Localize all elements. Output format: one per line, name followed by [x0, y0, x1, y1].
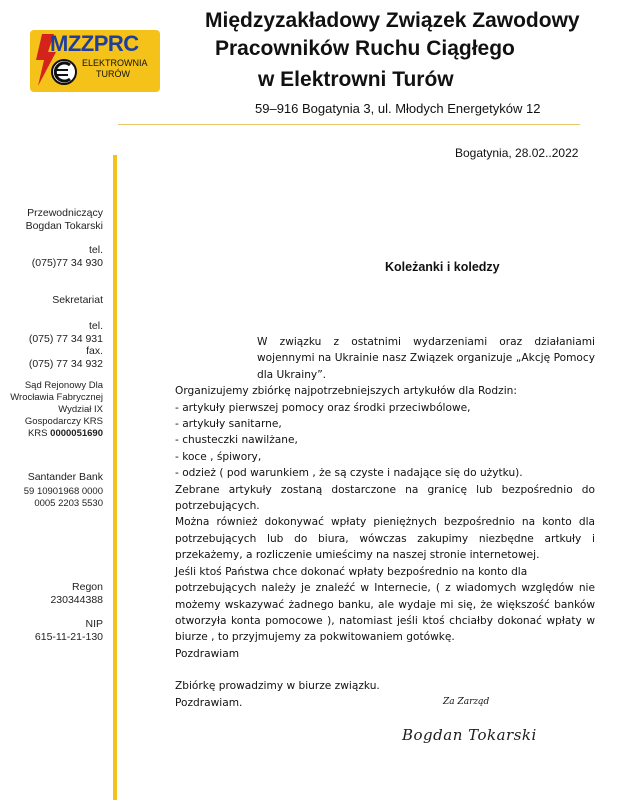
- list-item: - artykuły pierwszej pomocy oraz środki przeciwbólowe,: [175, 401, 471, 414]
- court-line1: Sąd Rejonowy Dla: [24, 380, 103, 391]
- bank-account-line2: 0005 2203 5530: [34, 498, 103, 509]
- list-item: - artykuły sanitarne,: [175, 418, 282, 431]
- spacer: [175, 662, 595, 678]
- chair-title: Przewodniczący: [27, 207, 103, 219]
- regards-1: Pozdrawiam: [175, 647, 240, 660]
- regon-label: Regon: [72, 581, 103, 593]
- regards-2: Pozdrawiam.: [175, 696, 243, 709]
- secretariat-title: Sekretariat: [52, 294, 103, 306]
- letter-date: Bogatynia, 28.02..2022: [455, 146, 579, 160]
- letter-salutation: Koleżanki i koledzy: [385, 260, 500, 274]
- logo-line2: TURÓW: [96, 69, 130, 79]
- org-name-line1: Międzyzakładowy Związek Zawodowy: [205, 9, 580, 32]
- letter-intro: W związku z ostatnimi wydarzeniami oraz działaniami wojennymi na Ukrainie nasz Związek organizuje „Akcję Pomocy dla Ukrainy”.: [257, 336, 595, 381]
- sidebar-divider: [113, 155, 117, 800]
- paragraph-account-line1: Jeśli ktoś Państwa chce dokonać wpłaty bezpośrednio na konto dla: [175, 565, 528, 578]
- sec-tel: (075) 77 34 931: [28, 333, 103, 345]
- bank-name: Santander Bank: [27, 471, 103, 483]
- signature-name: Bogdan Tokarski: [402, 726, 537, 744]
- header-divider: [118, 124, 580, 125]
- union-logo: [24, 30, 164, 98]
- court-line3: Wydział IX: [58, 404, 103, 415]
- logo-brand-text: MZZPRC: [50, 31, 139, 56]
- chair-tel: (075)77 34 930: [31, 257, 103, 269]
- list-item: - odzież ( pod warunkiem , że są czyste i nadające się do użytku).: [175, 467, 523, 480]
- nip-number: 615-11-21-130: [34, 631, 103, 643]
- bank-account-line1: 59 10901968 0000: [23, 486, 103, 497]
- krs-label: KRS: [27, 428, 48, 439]
- sec-tel-label: tel.: [88, 320, 103, 332]
- krs-row: [28, 428, 103, 440]
- org-address: 59–916 Bogatynia 3, ul. Młodych Energetyków 12: [255, 101, 541, 116]
- paragraph-account-rest: potrzebujących należy je znaleźć w Internecie, ( z wiadomych względów nie możemy wskazywać żadnego banku, ale wydaje mi się, że większość banków otworzyła konta pomocowe ), natomiast jeśli ktoś chciałby dokonać wpłaty w biurze , to przyjmujemy za pokwitowaniem gotówkę.: [175, 582, 595, 644]
- office-note: Zbiórkę prowadzimy w biurze związku.: [175, 680, 380, 693]
- chair-name: Bogdan Tokarski: [25, 220, 103, 232]
- paragraph-payment: Można również dokonywać wpłaty pieniężnych bezpośrednio na konto dla potrzebujących lub do biura, wówczas zakupimy niezbędne artkuły i przekażemy, a rozliczenie umieścimy na naszej stronie internetowej.: [175, 516, 595, 562]
- regon-number: 230344388: [50, 594, 103, 606]
- collect-intro: Organizujemy zbiórkę najpotrzebniejszych artykułów dla Rodzin:: [175, 385, 517, 398]
- signature-label: Za Zarząd: [443, 697, 490, 707]
- org-name-line2: Pracowników Ruchu Ciągłego: [215, 37, 515, 60]
- sec-fax-label: fax.: [86, 345, 103, 357]
- sec-fax: (075) 77 34 932: [28, 358, 103, 370]
- paragraph-delivery: Zebrane artykuły zostaną dostarczone na granicę lub bezpośrednio do potrzebujących.: [175, 483, 595, 513]
- letter-body: [175, 334, 595, 711]
- court-line4: Gospodarczy KRS: [24, 416, 103, 427]
- court-line2: Wrocławia Fabrycznej: [10, 392, 103, 403]
- logo-line1: ELEKTROWNIA: [82, 58, 148, 68]
- list-item: - koce , śpiwory,: [175, 450, 262, 463]
- org-name-line3: w Elektrowni Turów: [258, 68, 454, 91]
- chair-tel-label: tel.: [88, 244, 103, 256]
- nip-label: NIP: [85, 618, 103, 630]
- list-item: - chusteczki nawilżane,: [175, 434, 298, 447]
- krs-number: 0000051690: [50, 428, 103, 439]
